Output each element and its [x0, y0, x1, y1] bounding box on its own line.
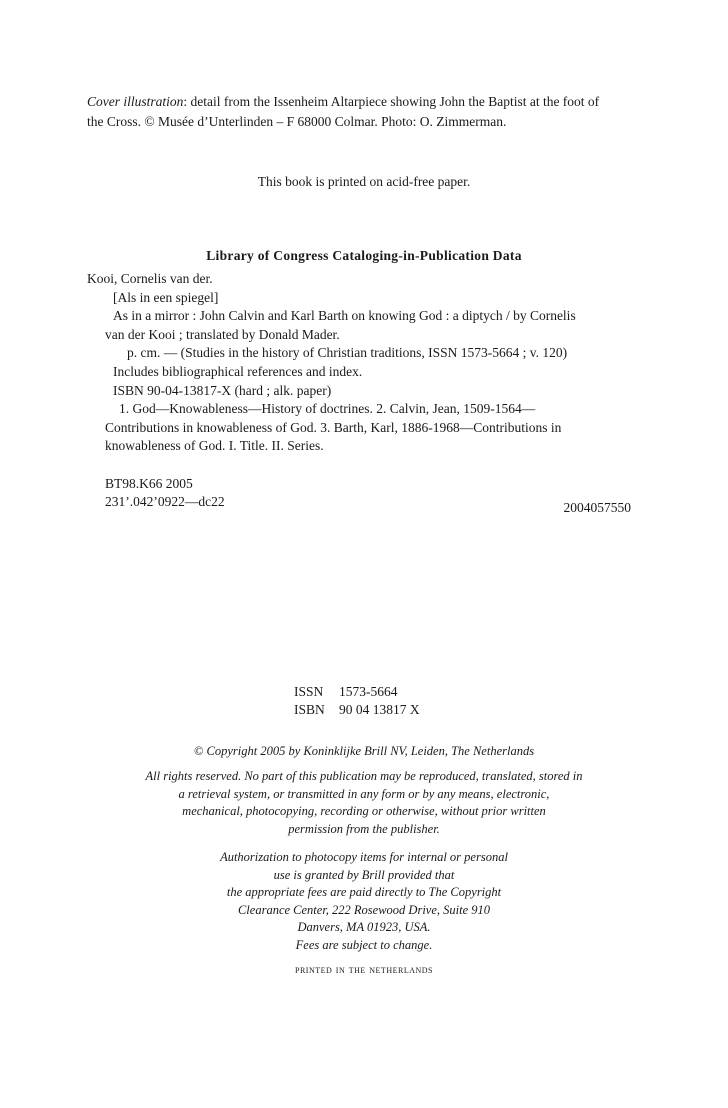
- rights-line: mechanical, photocopying, recording or otherwise, without prior written: [182, 804, 546, 818]
- cip-line: knowableness of God. I. Title. II. Series.: [105, 438, 324, 454]
- cover-credit-label: Cover illustration: [87, 94, 184, 109]
- cover-credit-line-1: [87, 92, 647, 112]
- authorization-statement: [0, 849, 728, 954]
- authorization-line: Fees are subject to change.: [295, 937, 433, 952]
- cip-line: ISBN 90-04-13817-X (hard ; alk. paper): [113, 382, 332, 398]
- authorization-line: use is granted by Brill provided that: [273, 867, 455, 882]
- cip-dewey-number: 231’.042’0922—dc22: [105, 494, 225, 510]
- cip-call-number: BT98.K66 2005: [105, 475, 193, 491]
- authorization-line: the appropriate fees are paid directly to The Copyright: [226, 885, 502, 899]
- authorization-line: Authorization to photocopy items for internal or personal: [220, 850, 508, 864]
- cover-illustration-credit: [87, 92, 647, 132]
- rights-line: All rights reserved. No part of this publication may be reproduced, translated, stored in: [145, 769, 583, 783]
- cover-credit-text-1: : detail from the Issenheim Altarpiece showing John the Baptist at the foot of: [183, 94, 600, 109]
- cip-line: Kooi, Cornelis van der.: [87, 271, 213, 286]
- cip-line: 1. God—Knowableness—History of doctrines. 2. Calvin, Jean, 1509-1564—: [119, 401, 536, 417]
- cip-line: [87, 456, 647, 475]
- cip-line: p. cm. — (Studies in the history of Christian traditions, ISSN 1573-5664 ; v. 120): [127, 345, 568, 361]
- isbn-value: 90 04 13817 X: [339, 702, 420, 717]
- cip-line: Includes bibliographical references and index.: [113, 363, 363, 379]
- acid-free-notice: This book is printed on acid-free paper.: [257, 174, 471, 189]
- lccn-number: 2004057550: [563, 500, 631, 515]
- printed-in-notice: printed in the netherlands: [295, 962, 433, 976]
- issn-label: ISSN: [294, 684, 324, 699]
- authorization-line: Danvers, MA 01923, USA.: [297, 920, 431, 934]
- copyright-notice: © Copyright 2005 by Koninklijke Brill NV, Leiden, The Netherlands: [193, 744, 535, 758]
- cip-heading: Library of Congress Cataloging-in-Publication Data: [206, 248, 522, 263]
- cip-line: [Als in een spiegel]: [113, 289, 219, 305]
- cip-line: As in a mirror : John Calvin and Karl Barth on knowing God : a diptych / by Cornelis: [113, 308, 576, 324]
- cover-credit-line-2: the Cross. © Musée d’Unterlinden – F 68000 Colmar. Photo: O. Zimmerman.: [87, 114, 507, 129]
- isbn-row: [294, 701, 420, 719]
- rights-line: permission from the publisher.: [288, 821, 440, 836]
- rights-statement: [0, 768, 728, 838]
- identifiers-block: [294, 683, 420, 719]
- cip-record: [87, 270, 647, 512]
- cip-line: Contributions in knowableness of God. 3. Barth, Karl, 1886-1968—Contributions in: [105, 419, 562, 435]
- isbn-label: ISBN: [294, 702, 325, 717]
- cip-line: van der Kooi ; translated by Donald Mader.: [105, 326, 340, 342]
- issn-value: 1573-5664: [339, 684, 398, 699]
- issn-row: [294, 683, 420, 701]
- authorization-line: Clearance Center, 222 Rosewood Drive, Suite 910: [237, 902, 491, 917]
- rights-line: a retrieval system, or transmitted in any form or by any means, electronic,: [178, 786, 550, 801]
